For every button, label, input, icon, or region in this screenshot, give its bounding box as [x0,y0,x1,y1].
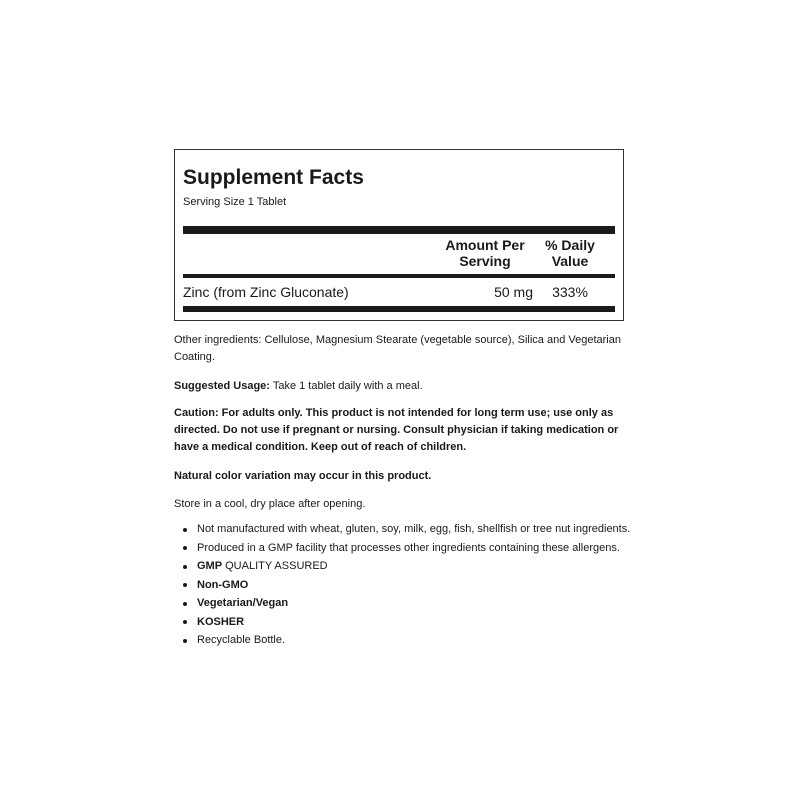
supplement-facts-title: Supplement Facts [183,166,364,189]
list-item [183,520,631,539]
header-daily-value [537,237,603,269]
nutrient-amount: 50 mg [494,284,533,300]
nutrient-daily-value: 333% [552,284,588,300]
divider-bar-bottom [183,306,615,312]
header-dv-line2: Value [551,253,589,269]
list-item [183,539,623,558]
header-amount-per-serving [437,237,533,269]
list-item-bold: KOSHER [197,615,245,628]
suggested-usage-text: Take 1 tablet daily with a meal. [269,380,423,392]
feature-list [183,520,631,650]
divider-bar-top [183,226,615,234]
list-item-text: QUALITY ASSURED [222,560,328,572]
caution-statement: Caution: For adults only. This product is not intended for long term use; use only as directed. Do not use if pregnant or nursing. Consult physician if taking medication or have a medical condition. Keep out of reach of children. [174,407,619,453]
list-item [183,576,623,595]
header-dv-line1: % Daily [545,237,595,253]
bullet-dot-icon [183,528,187,532]
list-item-bold: Vegetarian/Vegan [197,597,289,609]
list-item-text: Produced in a GMP facility that processes other ingredients containing these allergens. [197,541,620,554]
suggested-usage [174,378,624,395]
serving-size: Serving Size 1 Tablet [183,196,287,208]
natural-color-note: Natural color variation may occur in this product. [174,470,432,482]
header-amount-line2: Serving [459,253,511,269]
bullet-dot-icon [183,620,187,624]
bullet-dot-icon [183,602,187,606]
other-ingredients: Other ingredients: Cellulose, Magnesium Stearate (vegetable source), Silica and Vegetarian Coating. [174,334,621,363]
divider-bar-middle [183,274,615,278]
nutrient-name: Zinc (from Zinc Gluconate) [183,284,349,300]
suggested-usage-label: Suggested Usage: [174,380,270,392]
storage-instructions: Store in a cool, dry place after opening. [174,498,366,510]
bullet-dot-icon [183,565,187,569]
list-item-text: Recyclable Bottle. [197,634,286,646]
list-item-text: Not manufactured with wheat, gluten, soy, milk, egg, fish, shellfish or tree nut ingredients. [197,523,631,535]
list-item [183,594,623,613]
list-item-bold: GMP [197,560,223,572]
bullet-dot-icon [183,546,187,550]
list-item [183,557,623,576]
bullet-dot-icon [183,639,187,643]
list-item-bold: Non-GMO [197,578,249,591]
supplement-facts-panel [174,149,624,321]
list-item [183,613,623,632]
header-amount-line1: Amount Per [445,237,525,253]
list-item [183,631,623,650]
bullet-dot-icon [183,583,187,587]
